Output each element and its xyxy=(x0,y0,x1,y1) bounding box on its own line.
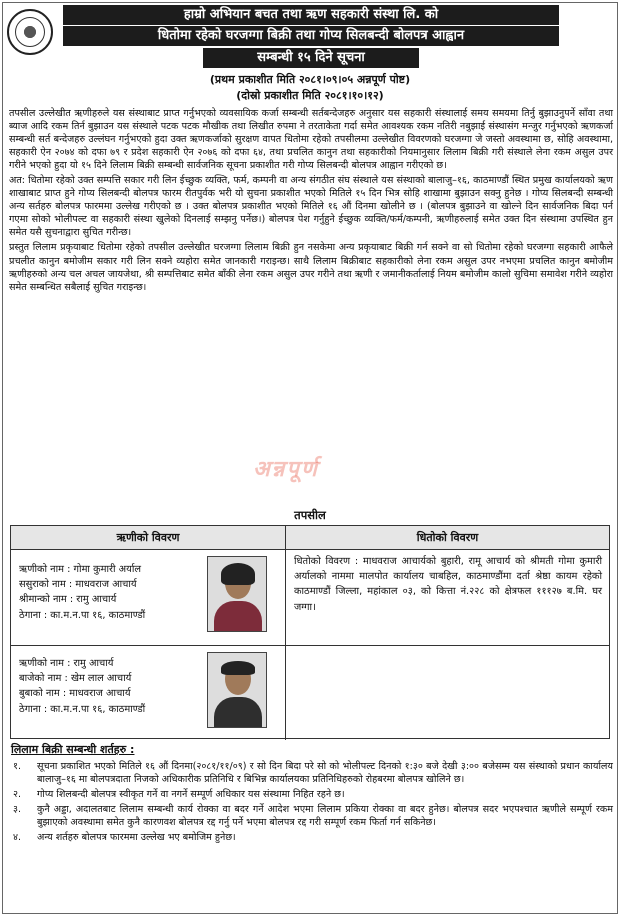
term-text: अन्य शर्तहरु बोलपत्र फारममा उल्लेख भए बमोजिम हुनेछ। xyxy=(37,832,236,844)
term-number: ४. xyxy=(13,832,22,844)
header-line-2: धितोमा रहेको घरजग्गा बिक्री तथा गोप्य सिलबन्दी बोलपत्र आह्वान xyxy=(63,26,559,46)
newspaper-watermark: अन्नपूर्ण xyxy=(253,457,319,482)
collateral-description: धितोको विवरण : माधवराज आचार्यको बुहारी, रामू आचार्य को श्रीमती गोमा कुमारी अर्यालको नाममा मालपोत कार्यालय चाबहिल, काठमाण्डौंमा दर्ता श्रेष्ठा कायम रहेको काठमाण्डौं जिल्ला, महांकाल ०३, को कित्ता नं.२२८ को क्षेत्रफल १११२७ ब.मि. घर जग्गा। xyxy=(294,556,602,613)
details-heading: तपसील xyxy=(294,508,326,522)
borrower-2-grandfather: बाजेको नाम : खेम लाल आचार्य xyxy=(19,673,132,685)
term-item xyxy=(9,803,613,829)
borrower-2-address: ठेगाना : का.म.न.पा १६, काठमाण्डौं xyxy=(19,703,146,715)
borrower-1-photo xyxy=(207,556,267,632)
notice-page xyxy=(2,2,618,914)
header-line-3: सम्बन्धी १५ दिने सूचना xyxy=(203,48,419,68)
term-text: कुनै अड्डा, अदालतबाट लिलाम सम्बन्धी कार्य रोक्का वा बदर गर्ने आदेश भएमा लिलाम प्रकिया रोक्का वा बदर हुनेछ। बोलपत्र सदर भएपश्चात ऋणीले सम्पूर्ण रकम बुझाएको अवस्थामा समेत कुनै कारणवश बोलपत्र रद्द गर्नु पर्ने भएमा बोलपत्र रद्द गरी सम्पूर्ण रकम फिर्ता गर्न सकिनेछ। xyxy=(37,804,613,829)
term-item xyxy=(9,760,613,786)
borrower-2-details xyxy=(19,656,199,717)
body-paragraph-2: अत: धितोमा रहेको उक्त सम्पत्ति सकार गरी लिन ईच्छुक व्यक्ति, फर्म, कम्पनी वा अन्य संगठीत संघ संस्थाले यस संस्थाको बालाजु–१६, काठमाण्डौं स्थित प्रमुख कार्यालयको ऋण शाखाबाट प्राप्त हुने गोप्य सिलबन्दी बोलपत्र फारम रीतपुर्वक भरी यो सुचना प्रकाशीत भएको मितिले १५ दिन भित्र सोहि शाखामा बुझाउन सक्नु हुनेछ । गोप्य सिलबन्दी सम्बन्धी अन्य सर्तहरु बोलपत्र फारममा उल्लेख गरीएको छ । उक्त बोलपत्र प्रकाशीत भएको मितिले १६ औं दिनमा खोलीने छ । (बोलपत्र बुझाउने वा खोल्ने दिन सार्वजनिक बिदा पर्न गएमा सोको भोलीपल्ट वा सहकारी संस्था खुलेको दिनलाई सम्झनु पर्नेछ।) बोलपत्र पेश गर्नुहुने ईच्छुक व्यक्ति/फर्म/कम्पनी, ऋणीहरुलाई समेत उक्त दिन संस्थामा उपस्थित हुन समेत यसै सुचनाद्वारा सुचित गरीन्छ। xyxy=(9,175,613,239)
body-paragraph-1: तपसील उल्लेखीत ऋणीहरुले यस संस्थाबाट प्राप्त गर्नुभएको व्यवसायिक कर्जा सम्बन्धी सर्तबन्देजहरु अनुसार यस सहकारी संस्थालाई समय समयमा तिर्नु बुझाउनुपर्ने साँवा तथा ब्याज आदि रकम तिर्न बुझाउन यस संस्थाले पटक पटक मौखीक तथा लिखीत रुपमा ने तरताकेता गर्दा समेत आवश्यक रकम नतिरी नबुझाई संस्थासंग मन्जुर गर्नुभएको ऋणकर्जा सम्बन्धी सर्त बन्देजहरु उल्लंघन गर्नुभएको हुदा उक्त ऋणकर्जाको सुरक्षण वापत धितोमा रहेको तपसीलमा उल्लेखीत विवरणको घरजग्गा जे जस्तो अवस्थामा छ, सोहि अवस्थामा, सहकारी ऐन २०७४ को दफा ७९ र प्रदेश सहकारी ऐन २०७६ को दफा ६४, तथा प्रचलित कानुन तथा सहकारीको नियमानुसार लिलाम बिक्री गरी संस्थाले लेना रकम असुल उपर गरीने भएको हुदा यो १५ दिने लिलाम बिक्री सम्बन्धी सार्वजनिक सूचना प्रकाशीत गरी गोप्य सिलबन्दी बोलपत्र आह्वान गरीएको छ। xyxy=(9,108,613,172)
borrower-1-address: ठेगाना : का.म.न.पा १६, काठमाण्डौं xyxy=(19,609,146,621)
borrower-2-photo xyxy=(207,652,267,728)
borrower-2-name: ऋणीको नाम : रामु आचार्य xyxy=(19,658,114,669)
header-line-1: हाम्रो अभियान बचत तथा ऋण सहकारी संस्था लि. को xyxy=(63,5,559,25)
borrower-row-2 xyxy=(11,646,285,740)
term-number: २. xyxy=(13,789,22,801)
terms-list xyxy=(9,760,613,846)
borrower-1-name: ऋणीको नाम : गोमा कुमारी अर्याल xyxy=(19,564,142,575)
borrower-1-father-in-law: ससुराको नाम : माधवराज आचार्य xyxy=(19,579,137,591)
term-number: ३. xyxy=(13,804,22,816)
first-publish-date: (प्रथम प्रकाशीत मिति २०८१।०९।०५ अन्नपूर्ण पोष्ट) xyxy=(209,73,411,86)
second-publish-date: (दोस्रो प्रकाशीत मिति २०८१।१०।१२) xyxy=(236,89,384,102)
notice-header xyxy=(3,3,617,102)
borrower-1-husband: श्रीमान्को नाम : रामु आचार्य xyxy=(19,594,117,606)
term-number: १. xyxy=(13,761,22,772)
collateral-header: धितोको विवरण xyxy=(286,526,609,550)
collateral-row-2 xyxy=(286,646,609,740)
body-paragraph-3: प्रस्तुत लिलाम प्रकृयाबाट धितोमा रहेको तपसील उल्लेखीत घरजग्गा लिलाम बिक्री हुन नसकेमा अन्य प्रकृयाबाट बिक्री गर्न सक्ने वा सो धितोमा रहेको घरजग्गा सहकारी आफैले प्रचलीत कानुन बमोजीम सकार गरी लिन सक्ने व्यहोरा समेत जानकारी गराइन्छ। साथै लिलाम बिक्रीबाट सहकारीको लेना रकम असुल उपर नभएमा प्रचलित कानुन बमोजीम ऋणीहरुको अन्य चल अचल जायजेथा, श्री सम्पत्तिबाट समेत बाँकी लेना रकम असुल उपर गरीने तथा ऋणी र जमानीकर्तालाई नियम बमोजीम कालो सुचिमा समावेश गरीने व्यहोरा समेत सम्बन्धित सबैलाई सुचित गराइन्छ। xyxy=(9,242,613,293)
term-text: गोप्य शिलबन्दी बोलपत्र स्वीकृत गर्ने वा नगर्ने सम्पूर्ण अधिकार यस संस्थामा निहित रहने छ। xyxy=(37,789,345,801)
notice-body xyxy=(9,107,613,296)
cooperative-logo xyxy=(7,9,53,55)
borrower-row-1 xyxy=(11,550,285,646)
borrower-2-father: बुबाको नाम : माधवराज आचार्य xyxy=(19,688,131,700)
term-item xyxy=(9,831,613,844)
details-table xyxy=(10,525,610,739)
borrower-column xyxy=(11,526,286,740)
collateral-row-1 xyxy=(286,550,609,646)
term-text: सूचना प्रकाशित भएको मितिले १६ औं दिनमा(२०८१/११/०९) र सो दिन बिदा परे सो को भोलीपल्ट दिनको १:३० बजे देखी ३:०० बजेसम्म यस संस्थाको प्रधान कार्यालय बालाजु–१६ मा बोलपत्रदाता निजको अधिकारीक प्रतिनिधि र बिभिन्न कार्यालयका प्रतिनिधिहरुको रोहबरमा बोलपत्र खोलिने छ। xyxy=(37,761,613,786)
borrower-header: ऋणीको विवरण xyxy=(11,526,285,550)
terms-title: लिलाम बिक्री सम्बन्धी शर्तहरु : xyxy=(11,743,135,756)
collateral-column xyxy=(286,526,609,740)
term-item xyxy=(9,788,613,801)
borrower-1-details xyxy=(19,562,199,623)
